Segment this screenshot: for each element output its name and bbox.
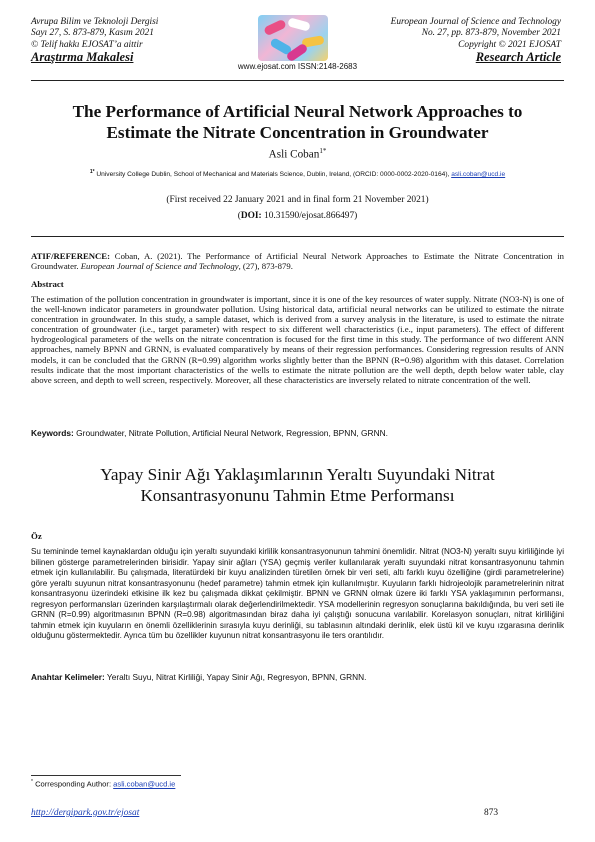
footnote-text: Corresponding Author: [32, 779, 114, 789]
turkish-keywords-list: Yeraltı Suyu, Nitrat Kirliliği, Yapay Sinir Ağı, Regresyon, BPNN, GRNN. [104, 672, 367, 682]
doi-open-paren: ( [237, 211, 241, 221]
affiliation-mark: 1* [89, 169, 95, 175]
reference-label: ATIF/REFERENCE: [31, 251, 110, 261]
article-title: The Performance of Artificial Neural Network Approaches to Estimate the Nitrate Concentration in Groundwater [72, 102, 523, 142]
affiliation-email-link[interactable]: asli.coban@ucd.ie [451, 171, 506, 179]
oz-heading: Öz [31, 531, 42, 541]
journal-banner-image [258, 15, 328, 61]
abstract-text: The estimation of the pollution concentration in groundwater is important, since it is one of the key resources of water supply. Nitrate (NO3-N) is one of the well-known indicator parameters in groundwater pollution. Using historical data, artificial neural networks can be utilized to estimate the nitrate concentration in groundwater. In this study, a sample dataset, which is derived from a survey analysis in the literature, is used to estimate the nitrate concentration of groundwater (i.e., target parameter) with respect to six different well characteristics (i.e., input parameters). The effect of different hydrogeological parameters of the wells on the nitrate concentration is focused for the first time in this study. The performance of two different ANN approaches, namely BPNN and GRNN, is evaluated comparatively by means of their regression performances. Considering regression results of ANN models, it can be concluded that the GRNN (R=0.99) algorithm works slightly better than the BPNN (R=0.98) algorithm with this dataset. Correlation results indicate that the most important characteristics of the wells to estimate the nitrate pollution are the well depth, depth below water table, clay above screen, and depth to well screen, respectively. Moreover, all these characteristics are inversely related to nitrate concentration of the well. [31, 294, 564, 385]
journal-website-issn: www.ejosat.com ISSN:2148-2683 [237, 62, 358, 71]
header-divider [31, 80, 564, 81]
turkish-title: Yapay Sinir Ağı Yaklaşımlarının Yeraltı Suyundaki Nitrat Konsantrasyonunu Tahmin Etme Performansı [100, 465, 495, 505]
page-number: 873 [484, 808, 499, 818]
author-line [40, 147, 555, 161]
header-right-line-2: No. 27, pp. 873-879, November 2021 [421, 28, 561, 39]
citation-reference [31, 251, 564, 271]
doi-label: DOI: [240, 211, 262, 221]
header-left-line-1: Avrupa Bilim ve Teknoloji Dergisi [31, 17, 159, 27]
affiliation-text: University College Dublin, School of Mechanical and Materials Science, Dublin, Ireland, (ORCID: 0000-0002-2020-0164), [94, 171, 452, 179]
reference-tail: , (27), 873-879. [238, 261, 293, 272]
doi-value[interactable]: 10.31590/ejosat.866497) [261, 211, 358, 221]
author-mark: 1* [319, 147, 327, 155]
header-left-line-2: Sayı 27, S. 873-879, Kasım 2021 [31, 28, 154, 39]
reference-divider [31, 236, 564, 237]
corresponding-author-footnote [31, 779, 175, 789]
reference-journal: European Journal of Science and Technology [80, 261, 239, 272]
pill-icon [287, 17, 311, 31]
footer-journal-link[interactable]: http://dergipark.gov.tr/ejosat [31, 808, 140, 818]
keywords-line [31, 428, 564, 438]
header-right-line-3: Copyright © 2021 EJOSAT [458, 39, 561, 50]
received-dates: (First received 22 January 2021 and in final form 21 November 2021) [166, 195, 429, 205]
keywords-list: Groundwater, Nitrate Pollution, Artificial Neural Network, Regression, BPNN, GRNN. [73, 428, 389, 438]
author-name: Asli Coban [268, 148, 320, 161]
header-right-line-1: European Journal of Science and Technology [390, 17, 561, 27]
pill-icon [263, 19, 287, 36]
footnote-mark: * [31, 779, 33, 785]
reference-text: Coban, A. (2021). The Performance of Artificial Neural Network Approaches to Estimate the Nitrate Concentration in Groundwater. [31, 251, 564, 272]
keywords-label: Keywords: [31, 428, 74, 438]
doi-line [40, 211, 555, 221]
footnote-divider [31, 775, 181, 776]
header-left-line-3: © Telif hakkı EJOSAT’a aittir [31, 39, 143, 50]
footnote-email-link[interactable]: asli.coban@ucd.ie [113, 779, 176, 789]
article-type-tr: Araştırma Makalesi [31, 49, 134, 64]
journal-header-left [31, 17, 241, 63]
author-affiliation [50, 169, 545, 178]
oz-text: Su temininde temel kaynaklardan olduğu için yeraltı suyundaki kirlilik konsantrasyonunun tahmini önemlidir. Nitrat (NO3-N) yeraltı suyu kirliliğinde iyi bilinen gösterge parametrelerinden birisidir. Yapay sinir ağları (YSA) geçmiş veriler kullanılarak yeraltı suyundaki nitrat konsantrasyonunu tahmin etmek için kullanılabilir. Bu çalışmada, literatürdeki bir kuyu analizinden türetilen örnek bir veri seti, altı farklı kuyu özelliğine (girdi parametrelerine) göre yeraltı suyunun nitrat konsantrasyonunu (hedef parametre) tahmin etmek için kullanılmıştır. Kuyuların farklı hidrojeolojik parametrelerinin nitrat konsantrasyonu üzerindeki etkisine ilk kez bu çalışmada dikkat çekilmiştir. BPNN ve GRNN olmak üzere iki farklı YSA yaklaşımının performansı, regresyon performansları üzerinden karşılaştırmalı olarak değerlendirilmektedir. YSA modellerinin regresyon sonuçlarına bakıldığında, bu veri seti ile GRNN (R=0.99) algoritmasının BPNN (R=0.98) algoritmasından biraz daha iyi çalıştığı sonucuna varılabilir. Korelasyon sonuçları, nitrat kirliliğini tahmin etmek için kuyuların en önemli özelliklerinin sırasıyla kuyu derinliği, su tablasının altındaki derinlik, elek üstü kil ve kuyu ızgarasına derinlik olduğunu göstermektedir. Ayrıca tüm bu özellikler kuyunun nitrat konsantrasyonu ile ters orantılıdır. [31, 547, 564, 640]
journal-header-right [345, 17, 561, 63]
abstract-heading: Abstract [31, 279, 64, 289]
article-type-en: Research Article [475, 49, 561, 64]
turkish-keywords-label: Anahtar Kelimeler: [31, 672, 105, 682]
turkish-keywords-line [31, 672, 564, 682]
